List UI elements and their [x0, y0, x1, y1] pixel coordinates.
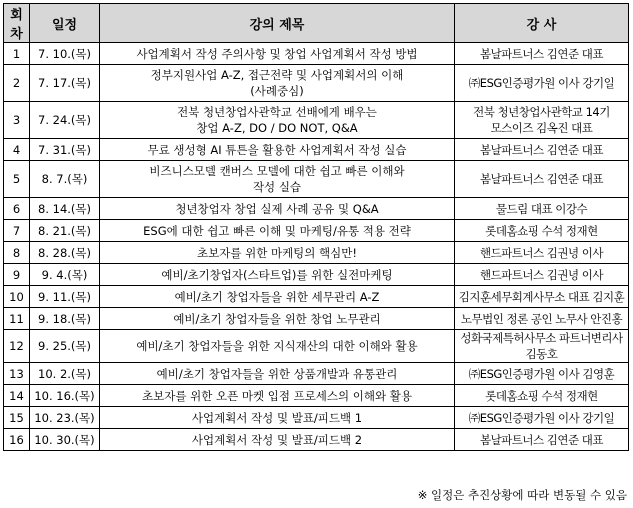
- session-date: 7. 10.(목): [30, 43, 100, 65]
- lecturer-line: ㈜ESG인증평가원 이사 강기일: [468, 410, 615, 425]
- session-date: 8. 14.(목): [30, 198, 100, 220]
- topic-line: 청년창업자 창업 실제 사례 공유 및 Q&A: [175, 201, 379, 216]
- session-lecturer: [455, 330, 629, 363]
- table-row: [4, 363, 629, 385]
- topic-line: 사업계획서 작성 및 발표/피드백 2: [191, 432, 363, 447]
- session-topic: [100, 429, 455, 451]
- lecturer-line: 모스이즈 김옥진 대표: [490, 121, 593, 135]
- session-lecturer: [455, 308, 629, 330]
- session-number: 12: [4, 330, 30, 363]
- topic-line: 예비/초기창업자(스타트업)를 위한 실전마케팅: [161, 267, 393, 282]
- lecturer-line: 봄날파트너스 김연준 대표: [479, 142, 603, 157]
- session-date: 9. 11.(목): [30, 286, 100, 308]
- topic-line: 예비/초기 창업자들을 위한 세무관리 A-Z: [174, 289, 380, 304]
- table-row: [4, 330, 629, 363]
- table-row: [4, 43, 629, 65]
- lecturer-line: 김지훈세무회계사무소 대표 김지훈: [458, 289, 625, 304]
- session-topic: [100, 407, 455, 429]
- topic-line: (사례중심): [250, 84, 304, 98]
- table-row: [4, 220, 629, 242]
- table-row: [4, 139, 629, 161]
- topic-line: 전북 청년창업사관학교 선배에게 배우는: [177, 105, 377, 119]
- topic-line: 사업계획서 작성 주의사항 및 창업 사업계획서 작성 방법: [136, 46, 418, 61]
- session-number: 13: [4, 363, 30, 385]
- session-date: 9. 18.(목): [30, 308, 100, 330]
- session-lecturer: [455, 198, 629, 220]
- session-lecturer: [455, 43, 629, 65]
- lecturer-line: ㈜ESG인증평가원 이사 김영훈: [468, 366, 615, 381]
- session-lecturer: [455, 161, 629, 198]
- session-topic: [100, 264, 455, 286]
- session-number: 2: [4, 65, 30, 102]
- session-date: 9. 4.(목): [30, 264, 100, 286]
- table-row: [4, 286, 629, 308]
- schedule-table: [3, 3, 629, 451]
- session-lecturer: [455, 286, 629, 308]
- session-date: 10. 16.(목): [30, 385, 100, 407]
- session-lecturer: [455, 102, 629, 139]
- session-date: 8. 28.(목): [30, 242, 100, 264]
- topic-line: 예비/초기 창업자들을 위한 상품개발과 유통관리: [156, 366, 398, 381]
- session-date: 7. 24.(목): [30, 102, 100, 139]
- topic-line: 초보자를 위한 오픈 마켓 입점 프로세스의 이해와 활용: [142, 388, 412, 403]
- topic-line: 사업계획서 작성 및 발표/피드백 1: [191, 410, 363, 425]
- topic-line: 작성 실습: [252, 180, 302, 194]
- session-topic: [100, 286, 455, 308]
- session-topic: [100, 220, 455, 242]
- session-date: 9. 25.(목): [30, 330, 100, 363]
- table-row: [4, 198, 629, 220]
- session-lecturer: [455, 264, 629, 286]
- lecturer-line: 봄날파트너스 김연준 대표: [479, 432, 603, 447]
- header-num: 회차: [4, 4, 30, 43]
- session-topic: [100, 242, 455, 264]
- session-lecturer: [455, 220, 629, 242]
- session-lecturer: [455, 363, 629, 385]
- topic-line: ESG에 대한 쉽고 빠른 이해 및 마케팅/유통 적용 전략: [143, 223, 411, 238]
- table-body: [4, 43, 629, 451]
- session-number: 14: [4, 385, 30, 407]
- session-topic: [100, 330, 455, 363]
- lecturer-line: 봄날파트너스 김연준 대표: [479, 46, 603, 61]
- session-number: 11: [4, 308, 30, 330]
- session-date: 8. 21.(목): [30, 220, 100, 242]
- session-date: 7. 17.(목): [30, 65, 100, 102]
- lecturer-line: 성화국제특허사무소 파트너변리사 김동호: [460, 331, 623, 361]
- session-number: 16: [4, 429, 30, 451]
- session-number: 3: [4, 102, 30, 139]
- table-row: [4, 102, 629, 139]
- session-date: 10. 30.(목): [30, 429, 100, 451]
- table-row: [4, 242, 629, 264]
- session-number: 7: [4, 220, 30, 242]
- lecturer-line: 롯데홈쇼핑 수석 정재현: [485, 388, 598, 403]
- session-topic: [100, 102, 455, 139]
- session-lecturer: [455, 242, 629, 264]
- session-topic: [100, 43, 455, 65]
- table-row: [4, 429, 629, 451]
- session-topic: [100, 363, 455, 385]
- header-topic: 강의 제목: [100, 4, 455, 43]
- header-date: 일정: [30, 4, 100, 43]
- lecturer-line: 롯데홈쇼핑 수석 정재현: [485, 223, 598, 238]
- session-number: 9: [4, 264, 30, 286]
- topic-line: 정부지원사업 A-Z, 접근전략 및 사업계획서의 이해: [150, 68, 404, 82]
- lecturer-line: 전북 청년창업사관학교 14기: [473, 105, 610, 119]
- session-date: 10. 2.(목): [30, 363, 100, 385]
- lecturer-line: 핸드파트너스 김권녕 이사: [479, 245, 603, 260]
- topic-line: 무료 생성형 AI 튜튼을 활용한 사업계획서 작성 실습: [147, 142, 407, 157]
- lecturer-line: 노무법인 정론 공인 노무사 안진홍: [460, 311, 623, 326]
- table-row: [4, 161, 629, 198]
- session-lecturer: [455, 139, 629, 161]
- topic-line: 비즈니스모델 캔버스 모델에 대한 쉽고 빠른 이해와: [149, 164, 405, 178]
- lecturer-line: 핸드파트너스 김권녕 이사: [479, 267, 603, 282]
- topic-line: 예비/초기 창업자들을 위한 지식재산의 대한 이해와 활용: [136, 339, 418, 353]
- table-row: [4, 308, 629, 330]
- lecturer-line: ㈜ESG인증평가원 이사 강기일: [468, 76, 615, 90]
- lecturer-line: 물드림 대표 이강수: [495, 201, 588, 216]
- table-row: [4, 385, 629, 407]
- table-header-row: [4, 4, 629, 43]
- session-lecturer: [455, 429, 629, 451]
- header-lecturer: 강 사: [455, 4, 629, 43]
- session-lecturer: [455, 385, 629, 407]
- schedule-footnote: ※ 일정은 추진상황에 따라 변동될 수 있음: [417, 488, 627, 502]
- session-number: 5: [4, 161, 30, 198]
- session-date: 8. 7.(목): [30, 161, 100, 198]
- session-number: 1: [4, 43, 30, 65]
- session-topic: [100, 161, 455, 198]
- session-number: 15: [4, 407, 30, 429]
- session-lecturer: [455, 407, 629, 429]
- session-date: 10. 23.(목): [30, 407, 100, 429]
- session-number: 8: [4, 242, 30, 264]
- session-number: 10: [4, 286, 30, 308]
- lecturer-line: 봄날파트너스 김연준 대표: [479, 172, 603, 186]
- table-row: [4, 65, 629, 102]
- table-row: [4, 407, 629, 429]
- topic-line: 초보자를 위한 마케팅의 핵심만!: [197, 245, 357, 260]
- session-date: 7. 31.(목): [30, 139, 100, 161]
- table-row: [4, 264, 629, 286]
- topic-line: 창업 A-Z, DO / DO NOT, Q&A: [196, 121, 358, 135]
- session-topic: [100, 385, 455, 407]
- session-topic: [100, 139, 455, 161]
- session-number: 6: [4, 198, 30, 220]
- session-topic: [100, 198, 455, 220]
- session-number: 4: [4, 139, 30, 161]
- topic-line: 예비/초기 창업자들을 위한 창업 노무관리: [173, 311, 381, 326]
- session-lecturer: [455, 65, 629, 102]
- session-topic: [100, 65, 455, 102]
- session-topic: [100, 308, 455, 330]
